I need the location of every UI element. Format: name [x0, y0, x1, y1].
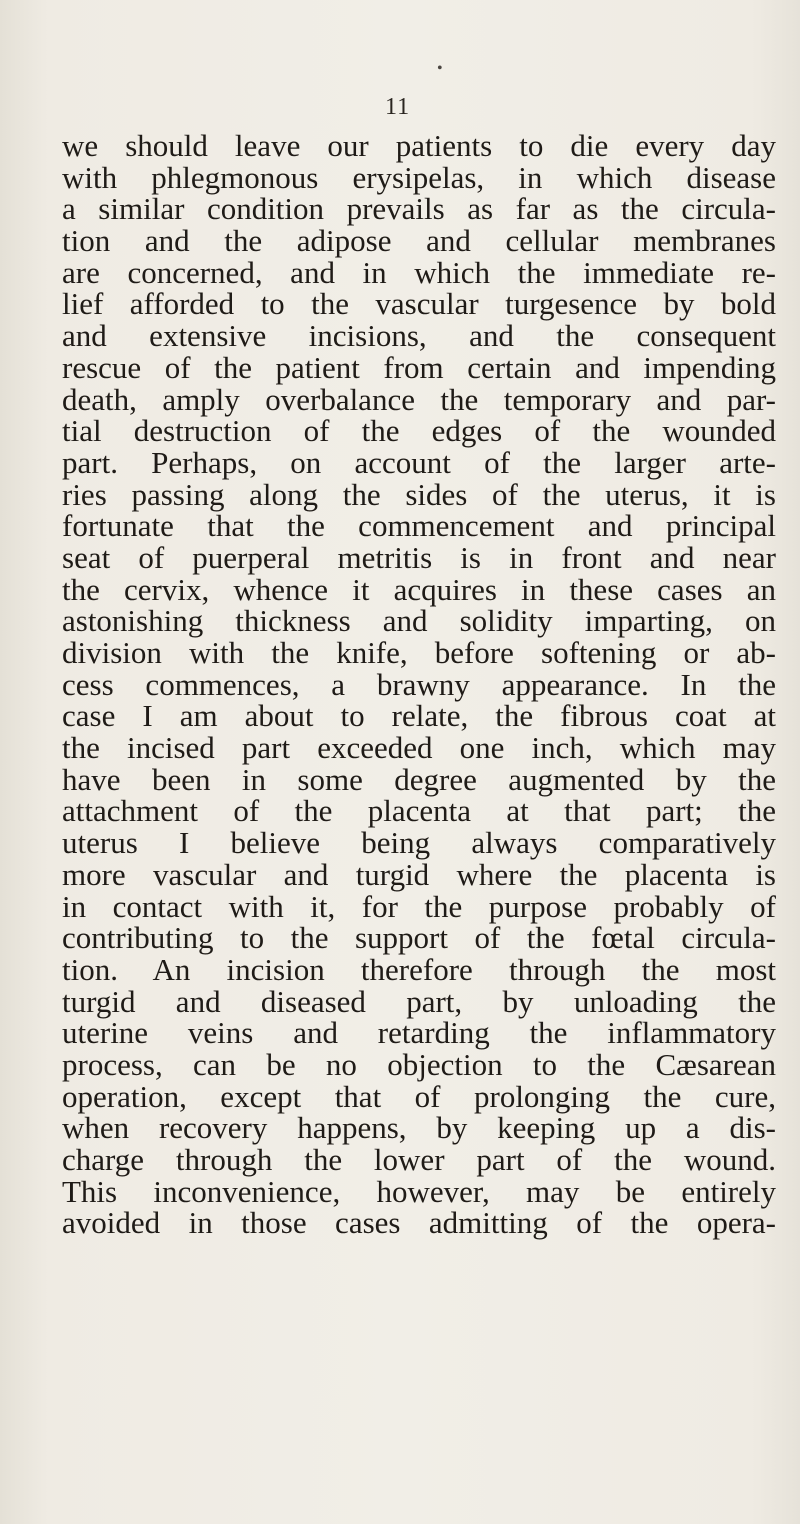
text-line: case I am about to relate, the fibrous coat at [62, 698, 776, 734]
text-line: cess commences, a brawny appearance. In the [62, 666, 776, 702]
text-line: tial destruction of the edges of the wounded [62, 413, 776, 449]
text-line: we should leave our patients to die every day [62, 128, 776, 163]
text-line: and extensive incisions, and the consequent [62, 318, 776, 354]
printer-mark: • [437, 60, 443, 77]
text-line: uterus I believe being always comparatively [62, 825, 776, 861]
text-line: attachment of the placenta at that part; the [62, 793, 776, 829]
text-line: rescue of the patient from certain and impending [62, 349, 776, 385]
text-line: part. Perhaps, on account of the larger arte- [62, 444, 776, 480]
text-line: the incised part exceeded one inch, which may [62, 730, 776, 766]
body-text [62, 130, 776, 1239]
text-line: death, amply overbalance the temporary and par- [62, 381, 776, 417]
text-line: avoided in those cases admitting of the opera- [62, 1205, 776, 1241]
text-line: uterine veins and retarding the inflammatory [62, 1015, 776, 1051]
text-line: are concerned, and in which the immediate re- [62, 254, 776, 290]
text-line: seat of puerperal metritis is in front and near [62, 539, 776, 575]
text-line: the cervix, whence it acquires in these cases an [62, 571, 776, 607]
text-line: have been in some degree augmented by the [62, 761, 776, 797]
text-line: with phlegmonous erysipelas, in which disease [62, 159, 776, 195]
text-line: turgid and diseased part, by unloading the [62, 983, 776, 1019]
text-line: division with the knife, before softening or ab- [62, 635, 776, 670]
text-line: tion. An incision therefore through the most [62, 951, 776, 987]
text-line: contributing to the support of the fœtal circula- [62, 920, 776, 956]
text-line: fortunate that the commencement and principal [62, 508, 776, 544]
text-line: process, can be no objection to the Cæsarean [62, 1046, 776, 1082]
text-line: charge through the lower part of the wound. [62, 1142, 776, 1177]
text-line: tion and the adipose and cellular membranes [62, 223, 776, 259]
text-line: This inconvenience, however, may be entirely [62, 1173, 776, 1209]
text-line: in contact with it, for the purpose probably of [62, 888, 776, 924]
text-line: lief afforded to the vascular turgesence by bold [62, 286, 776, 322]
text-line: astonishing thickness and solidity imparting, on [62, 603, 776, 639]
text-line: operation, except that of prolonging the cure, [62, 1078, 776, 1114]
text-line: more vascular and turgid where the placenta is [62, 856, 776, 892]
page-number: 11 [385, 94, 411, 120]
text-line: a similar condition prevails as far as the circula- [62, 191, 776, 227]
text-line: ries passing along the sides of the uterus, it is [62, 476, 776, 512]
text-line: when recovery happens, by keeping up a dis- [62, 1110, 776, 1146]
